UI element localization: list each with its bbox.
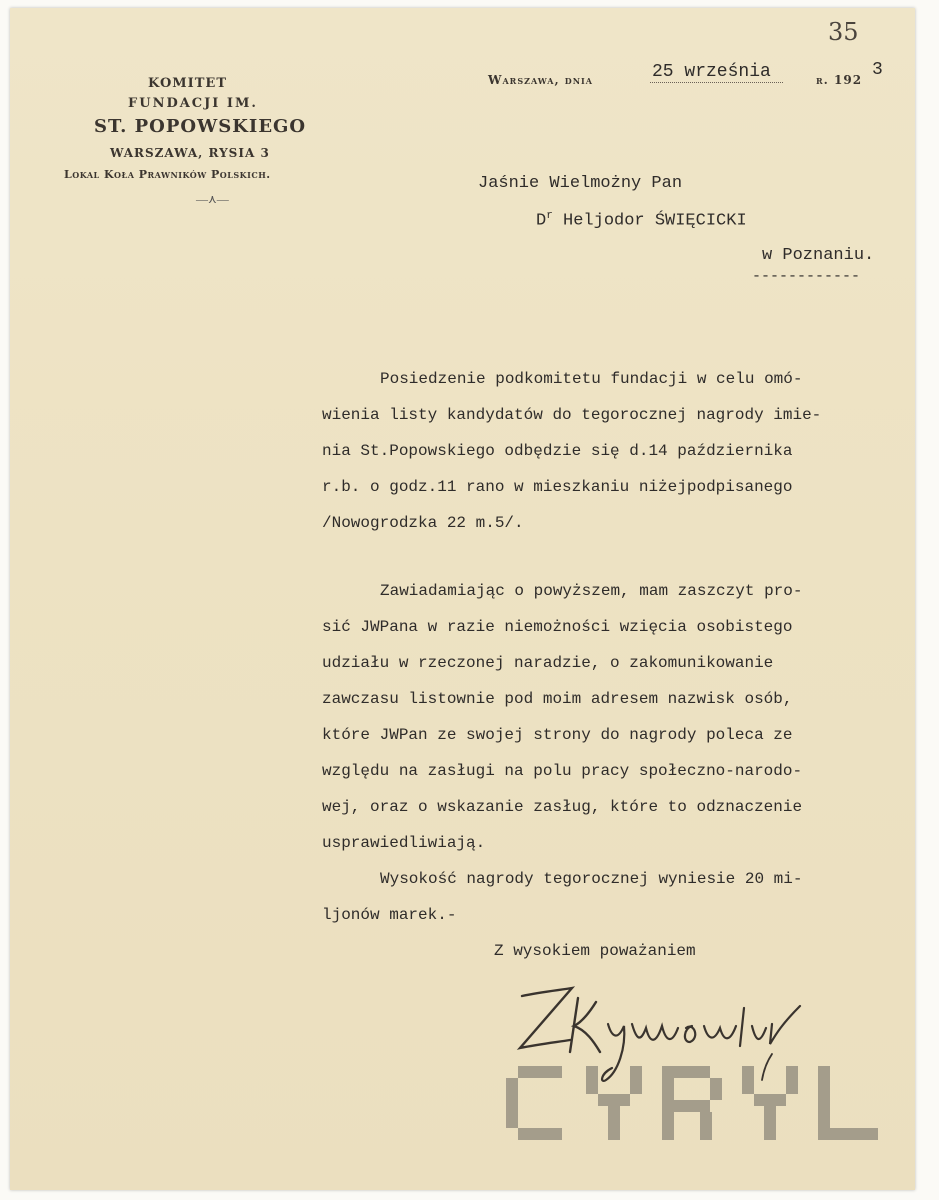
body-line: /Nowogrodzka 22 m.5/. xyxy=(322,514,524,532)
body-line: względu na zasługi na polu pracy społeczno-narodo- xyxy=(322,762,803,780)
addressee-name xyxy=(536,210,747,231)
body-line: udziału w rzeczonej naradzie, o zakomunikowanie xyxy=(322,654,774,672)
letterhead-line-4: WARSZAWA, RYSIA 3 xyxy=(110,146,270,160)
name-text: Heljodor ŚWIĘCICKI xyxy=(563,211,747,231)
body-line: Posiedzenie podkomitetu fundacji w celu omó- xyxy=(380,370,803,388)
letterhead-line-2: FUNDACJI IM. xyxy=(128,96,258,111)
cyryl-watermark-logo xyxy=(504,1062,884,1144)
body-line: wej, oraz o wskazanie zasług, które to odznaczenie xyxy=(322,798,803,816)
body-line: Zawiadamiając o powyższem, mam zaszczyt pro- xyxy=(380,582,803,600)
addressee-city: w Poznaniu. xyxy=(762,246,875,265)
place-label: Warszawa, dnia xyxy=(488,73,593,87)
body-line: Wysokość nagrody tegorocznej wyniesie 20 mi- xyxy=(380,870,803,888)
closing: Z wysokiem poważaniem xyxy=(494,942,696,960)
date-written: 25 września xyxy=(650,62,783,83)
letterhead-line-3: ST. POPOWSKIEGO xyxy=(94,116,307,137)
letter-page xyxy=(10,8,915,1190)
body-line: nia St.Popowskiego odbędzie się d.14 października xyxy=(322,442,793,460)
body-line: sić JWPana w razie niemożności wzięcia osobistego xyxy=(322,618,793,636)
salutation: Jaśnie Wielmożny Pan xyxy=(478,174,683,193)
body-line: ljonów marek.- xyxy=(322,906,457,924)
cyryl-watermark xyxy=(504,1062,884,1144)
letterhead-ornament: —⋏— xyxy=(196,192,229,206)
body-line: które JWPan ze swojej strony do nagrody poleca ze xyxy=(322,726,793,744)
letterhead-line-1: KOMITET xyxy=(148,76,228,91)
body-line: wienia listy kandydatów do tegorocznej nagrody imie- xyxy=(322,406,822,424)
letterhead-line-5: Lokal Koła Prawników Polskich. xyxy=(64,168,271,181)
archive-number: 35 xyxy=(828,18,859,46)
city-underline: ------------ xyxy=(752,268,861,285)
year-digit: 3 xyxy=(872,60,883,80)
title-prefix-d: D xyxy=(536,211,547,231)
title-prefix-r: r xyxy=(546,210,553,222)
body-line: r.b. o godz.11 rano w mieszkaniu niżejpodpisanego xyxy=(322,478,793,496)
body-line: usprawiedliwiają. xyxy=(322,834,486,852)
year-label: r. 192 xyxy=(816,73,863,87)
body-line: zawczasu listownie pod moim adresem nazwisk osób, xyxy=(322,690,793,708)
